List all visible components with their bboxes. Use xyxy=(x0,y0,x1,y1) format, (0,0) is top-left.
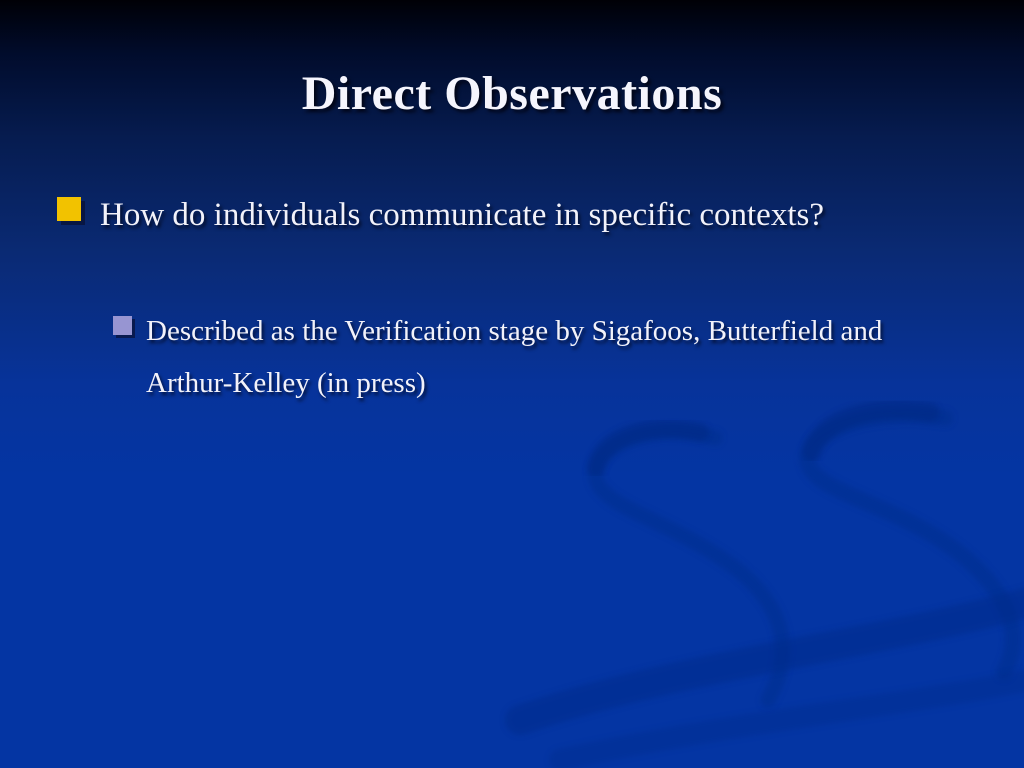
swirl-right-path xyxy=(807,415,1012,672)
bullet-item-1 xyxy=(57,188,907,242)
swirl-left-crescent xyxy=(596,428,700,468)
bullet-item-2 xyxy=(113,306,913,409)
swirl-bottom-band-2 xyxy=(560,672,1024,760)
bullet-1-text: How do individuals communicate in specific contexts? xyxy=(100,197,824,233)
swirl-left-path xyxy=(595,432,782,700)
gold-square-bullet-icon xyxy=(57,197,81,221)
bullet-2-text: Described as the Verification stage by Sigafoos, Butterfield and Arthur-Kelley (in press) xyxy=(146,315,883,399)
slide-title: Direct Observations xyxy=(301,67,723,120)
swirl-bottom-band xyxy=(520,596,1024,720)
swirl-right-crescent xyxy=(812,409,930,452)
lavender-square-bullet-icon xyxy=(113,316,132,335)
